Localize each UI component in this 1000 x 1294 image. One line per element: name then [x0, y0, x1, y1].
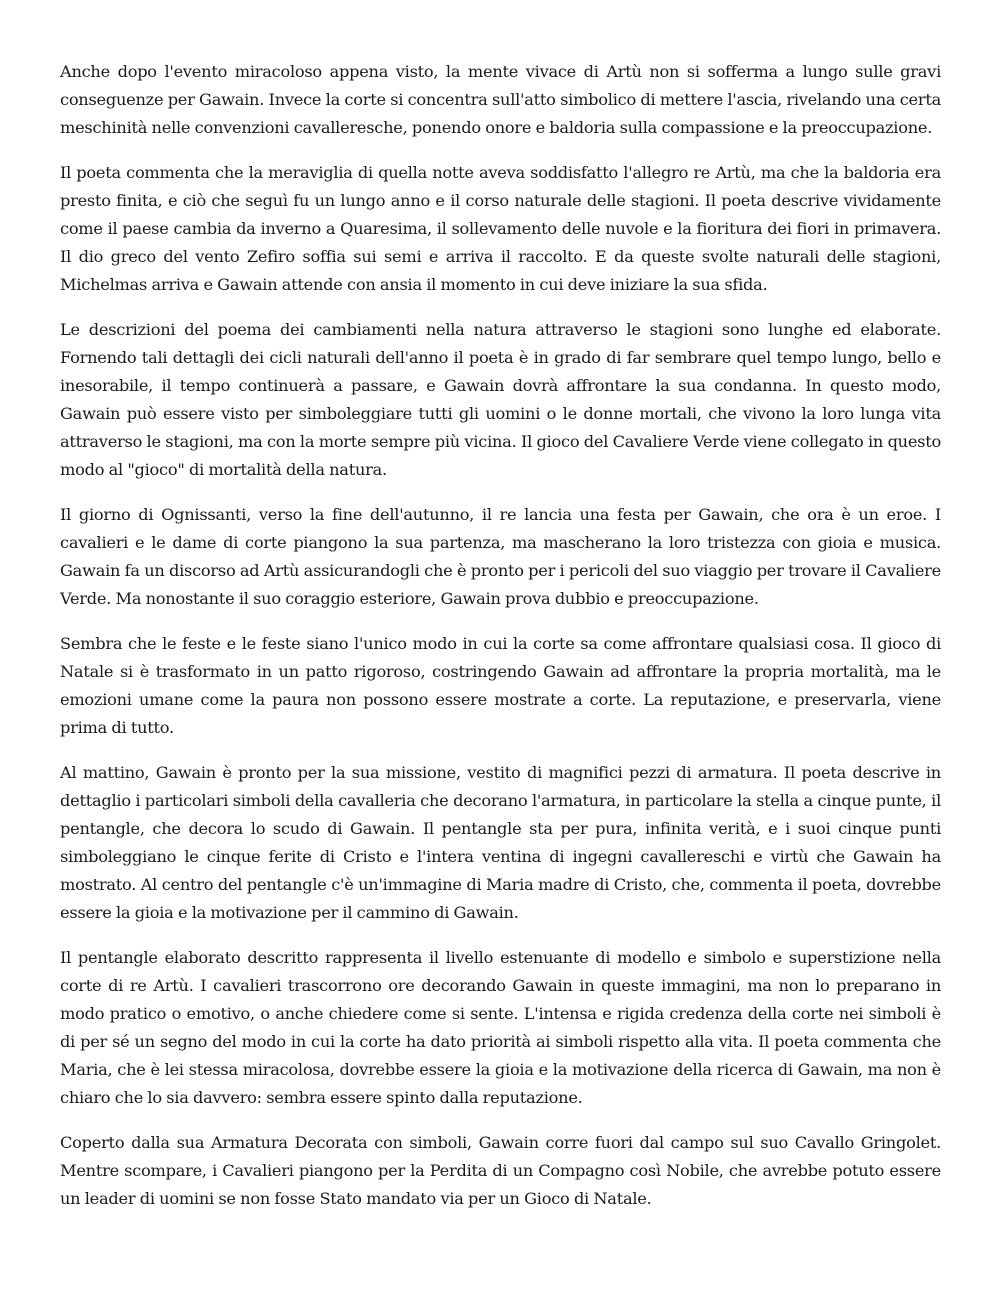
paragraph-2: Il poeta commenta che la meraviglia di quella notte aveva soddisfatto l'allegro re Artù, ma che la baldoria era presto finita, e ciò che seguì fu un lungo anno e il corso naturale delle stagioni. Il poeta descrive vividamente come il paese cambia da inverno a Quaresima, il sollevamento delle nuvole e la fioritura dei fiori in primavera. Il dio greco del vento Zefiro soffia sui semi e arriva il raccolto. E da queste svolte naturali delle stagioni, Michelmas arriva e Gawain attende con ansia il momento in cui deve iniziare la sua sfida. — [60, 163, 941, 294]
paragraph-1: Anche dopo l'evento miracoloso appena visto, la mente vivace di Artù non si sofferma a lungo sulle gravi conseguenze per Gawain. Invece la corte si concentra sull'atto simbolico di mettere l'ascia, rivelando una certa meschinità nelle convenzioni cavalleresche, ponendo onore e baldoria sulla compassione e la preoccupazione. — [60, 62, 941, 137]
paragraph-5: Sembra che le feste e le feste siano l'unico modo in cui la corte sa come affrontare qualsiasi cosa. Il gioco di Natale si è trasformato in un patto rigoroso, costringendo Gawain ad affrontare la propria mortalità, ma le emozioni umane come la paura non possono essere mostrate a corte. La reputazione, e preservarla, viene prima di tutto. — [60, 634, 941, 737]
paragraph-4: Il giorno di Ognissanti, verso la fine dell'autunno, il re lancia una festa per Gawain, che ora è un eroe. I cavalieri e le dame di corte piangono la sua partenza, ma mascherano la loro tristezza con gioia e musica. Gawain fa un discorso ad Artù assicurandogli che è pronto per i pericoli del suo viaggio per trovare il Cavaliere Verde. Ma nonostante il suo coraggio esteriore, Gawain prova dubbio e preoccupazione. — [60, 505, 941, 608]
paragraph-8: Coperto dalla sua Armatura Decorata con simboli, Gawain corre fuori dal campo sul suo Cavallo Gringolet. Mentre scompare, i Cavalieri piangono per la Perdita di un Compagno così Nobile, che avrebbe potuto essere un leader di uomini se non fosse Stato mandato via per un Gioco di Natale. — [60, 1133, 941, 1208]
document-page — [60, 58, 941, 1230]
paragraph-6: Al mattino, Gawain è pronto per la sua missione, vestito di magnifici pezzi di armatura. Il poeta descrive in dettaglio i particolari simboli della cavalleria che decorano l'armatura, in particolare la stella a cinque punte, il pentangle, che decora lo scudo di Gawain. Il pentangle sta per pura, infinita verità, e i suoi cinque punti simboleggiano le cinque ferite di Cristo e l'intera ventina di ingegni cavallereschi e virtù che Gawain ha mostrato. Al centro del pentangle c'è un'immagine di Maria madre di Cristo, che, commenta il poeta, dovrebbe essere la gioia e la motivazione per il cammino di Gawain. — [60, 763, 941, 922]
paragraph-3: Le descrizioni del poema dei cambiamenti nella natura attraverso le stagioni sono lunghe ed elaborate. Fornendo tali dettagli dei cicli naturali dell'anno il poeta è in grado di far sembrare quel tempo lungo, bello e inesorabile, il tempo continuerà a passare, e Gawain dovrà affrontare la sua condanna. In questo modo, Gawain può essere visto per simboleggiare tutti gli uomini o le donne mortali, che vivono la loro lunga vita attraverso le stagioni, ma con la morte sempre più vicina. Il gioco del Cavaliere Verde viene collegato in questo modo al "gioco" di mortalità della natura. — [60, 320, 941, 479]
paragraph-7: Il pentangle elaborato descritto rappresenta il livello estenuante di modello e simbolo e superstizione nella corte di re Artù. I cavalieri trascorrono ore decorando Gawain in queste immagini, ma non lo preparano in modo pratico o emotivo, o anche chiedere come si sente. L'intensa e rigida credenza della corte nei simboli è di per sé un segno del modo in cui la corte ha dato priorità ai simboli rispetto alla vita. Il poeta commenta che Maria, che è lei stessa miracolosa, dovrebbe essere la gioia e la motivazione della ricerca di Gawain, ma non è chiaro che lo sia davvero: sembra essere spinto dalla reputazione. — [60, 948, 941, 1107]
